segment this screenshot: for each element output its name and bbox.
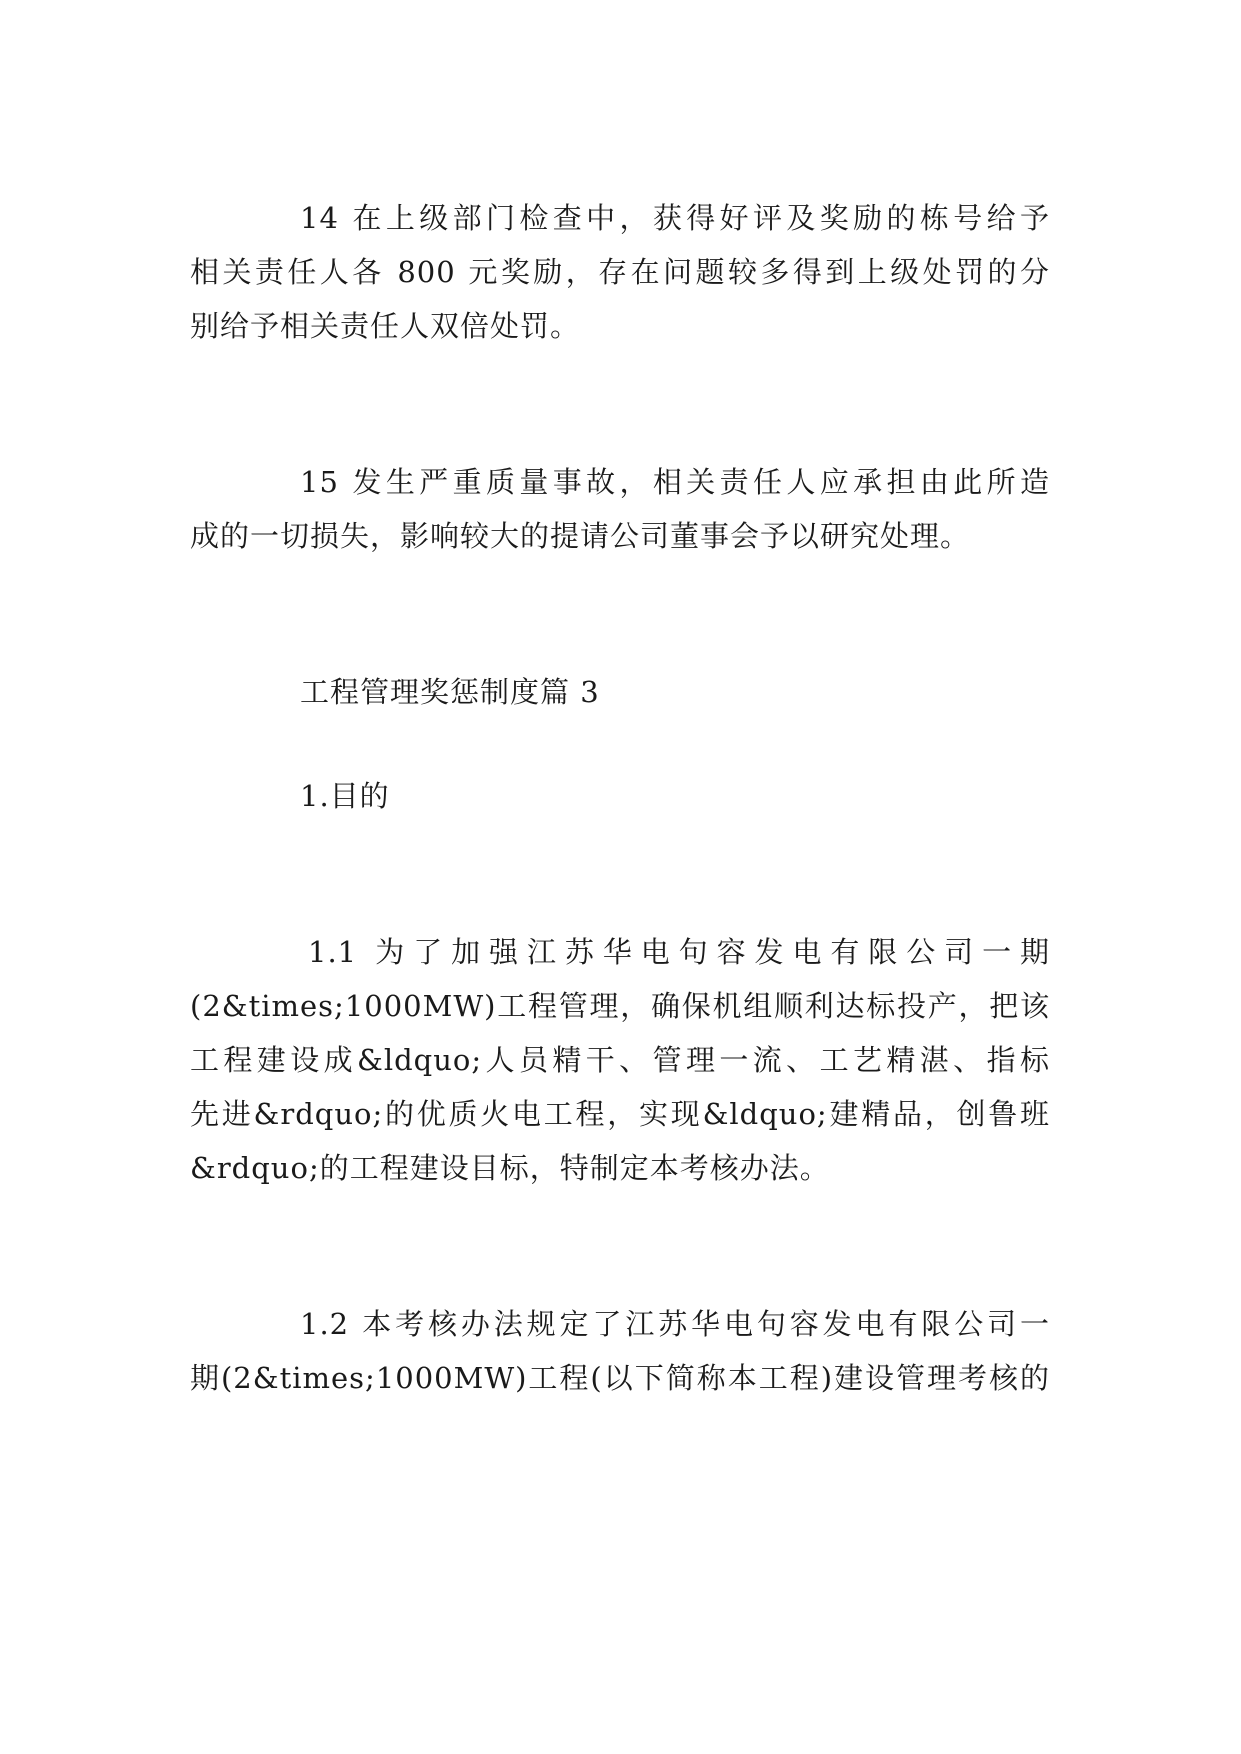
clause-1-1-line-2: (2&times;1000MW)工程管理，确保机组顺利达标投产，把该 (190, 989, 1050, 1023)
clause-1-2-line-1: 1.2 本考核办法规定了江苏华电句容发电有限公司一 (300, 1307, 1050, 1341)
section-heading: 工程管理奖惩制度篇 3 (300, 675, 600, 709)
paragraph-14-line-1: 14 在上级部门检查中，获得好评及奖励的栋号给予 (300, 201, 1050, 235)
clause-1-1-line-3: 工程建设成&ldquo;人员精干、管理一流、工艺精湛、指标 (190, 1043, 1050, 1077)
paragraph-14-line-2: 相关责任人各 800 元奖励，存在问题较多得到上级处罚的分 (190, 255, 1050, 289)
clause-1-2-line-2: 期(2&times;1000MW)工程(以下简称本工程)建设管理考核的 (190, 1361, 1050, 1395)
paragraph-15-line-1: 15 发生严重质量事故，相关责任人应承担由此所造 (300, 465, 1050, 499)
clause-1-1-line-4: 先进&rdquo;的优质火电工程，实现&ldquo;建精品，创鲁班 (190, 1097, 1050, 1131)
clause-1-1-line-5: &rdquo;的工程建设目标，特制定本考核办法。 (190, 1151, 830, 1185)
paragraph-14-line-3: 别给予相关责任人双倍处罚。 (190, 309, 581, 343)
section-1-title: 1.目的 (300, 779, 390, 813)
paragraph-15-line-2: 成的一切损失，影响较大的提请公司董事会予以研究处理。 (190, 519, 971, 553)
clause-1-1-line-1: 1.1 为了加强江苏华电句容发电有限公司一期 (308, 935, 1050, 969)
